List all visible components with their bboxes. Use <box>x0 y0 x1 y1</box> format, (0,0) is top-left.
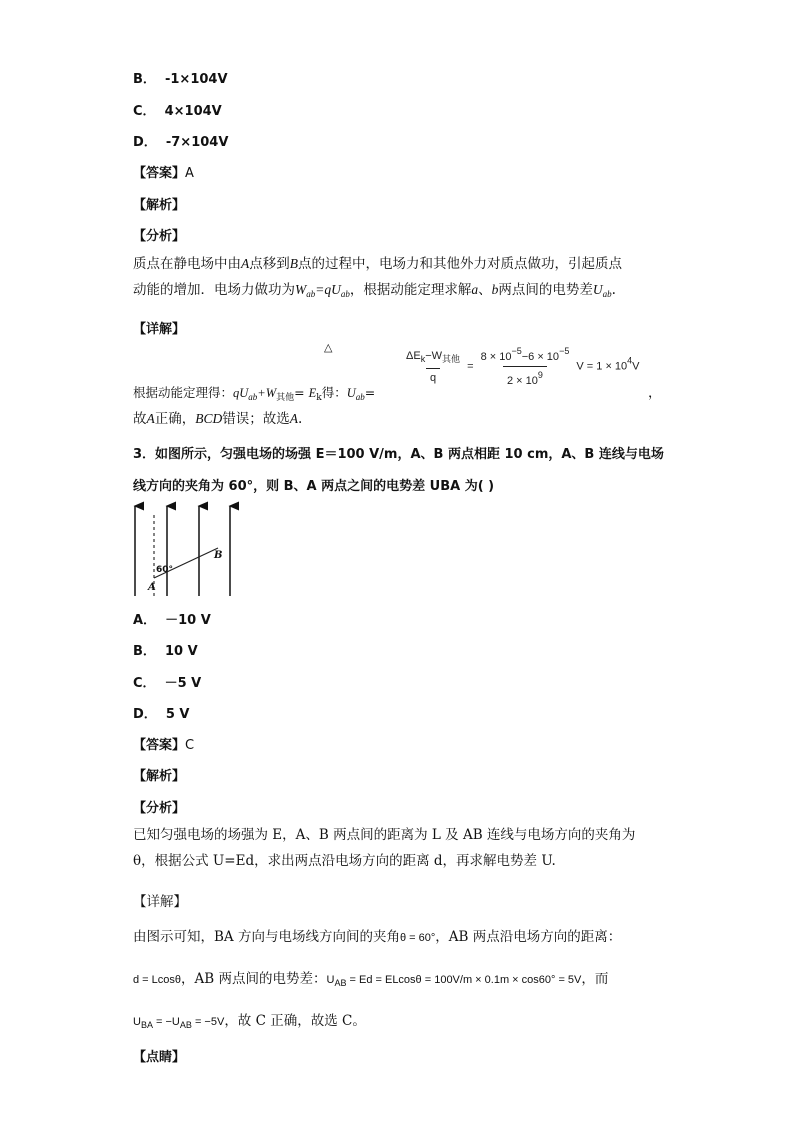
q3-fenxi-heading: 【分析】 <box>133 801 186 816</box>
energy-formula: $\frac{\Delta E_k-W_{其他}}{q}$ = $\frac{8 \times 10^{-5}-6 \times 10^{-5}}{2 \times 10^9}$ $V = 1 \times 10^4V$ <box>406 346 640 387</box>
q3-analysis-paragraph: 已知匀强电场的场强为 E，A、B 两点间的距离为 L 及 AB 连线与电场方向的夹角为 θ，根据公式 U=Ed，求出两点沿电场方向的距离 d，再求解电势差 U. <box>133 827 636 869</box>
point-b-label: B <box>214 550 223 561</box>
delta-mark: △ <box>324 342 333 354</box>
q3-xiangjie-heading: 【详解】 <box>133 894 187 910</box>
q3-detail-line2: d = Lcosθ，AB 两点间的电势差：$U_{AB} = Ed = ELcos\theta = 100V/m \times 0.1m \times \cos 60^\circ = 5V$，而 <box>133 971 609 988</box>
detail-line: 根据动能定理得：$qU_{ab}+W_{其他}= E_k$得：$U_{ab}=$ <box>133 385 376 403</box>
analysis-paragraph: 质点在静电场中由A点移到B点的过程中，电场力和其他外力对质点做功，引起质点 动能的增加．电场力做功为$W_{ab}=qU_{ab}$，根据动能定理求解a、b两点间的电势差$U_{ab}$. <box>133 256 622 299</box>
option-c: C． 4×104V <box>133 104 222 119</box>
q3-detail-line1: 由图示可知，BA 方向与电场线方向间的夹角θ = 60°，AB 两点沿电场方向的距离： <box>133 929 622 945</box>
option-b: B． -1×104V <box>133 72 228 87</box>
point-a-label: A <box>148 582 156 593</box>
q3-stem-line2: 线方向的夹角为 60°，则 B、A 两点之间的电势差 UBA 为( ) <box>133 479 495 494</box>
q3-option-c: C． －5 V <box>133 676 202 691</box>
q3-option-d: D． 5 V <box>133 707 190 722</box>
q3-detail-line3: $U_{BA} = -U_{AB} = -5V$，故 C 正确，故选 C。 <box>133 1013 366 1030</box>
conclusion-line: 故A正确，BCD错误；故选A. <box>133 411 303 427</box>
option-d: D． -7×104V <box>133 135 229 150</box>
q3-option-b: B． 10 V <box>133 644 198 659</box>
fenxi-heading: 【分析】 <box>133 229 186 244</box>
angle-label: 60° <box>156 565 174 575</box>
answer-line: 【答案】A <box>133 166 194 181</box>
q3-jiexi-heading: 【解析】 <box>133 769 186 784</box>
xiangjie-heading: 【详解】 <box>133 322 186 337</box>
field-figure <box>126 500 242 598</box>
q3-dianjing-heading: 【点睛】 <box>133 1050 186 1065</box>
q3-answer-line: 【答案】C <box>133 738 195 753</box>
q3-option-a: A． －10 V <box>133 613 211 628</box>
detail-comma: ， <box>648 385 662 401</box>
q3-stem-line1: 3．如图所示，匀强电场的场强 E＝100 V/m，A、B 两点相距 10 cm，A、B 连线与电场 <box>133 447 664 462</box>
jiexi-heading: 【解析】 <box>133 198 186 213</box>
